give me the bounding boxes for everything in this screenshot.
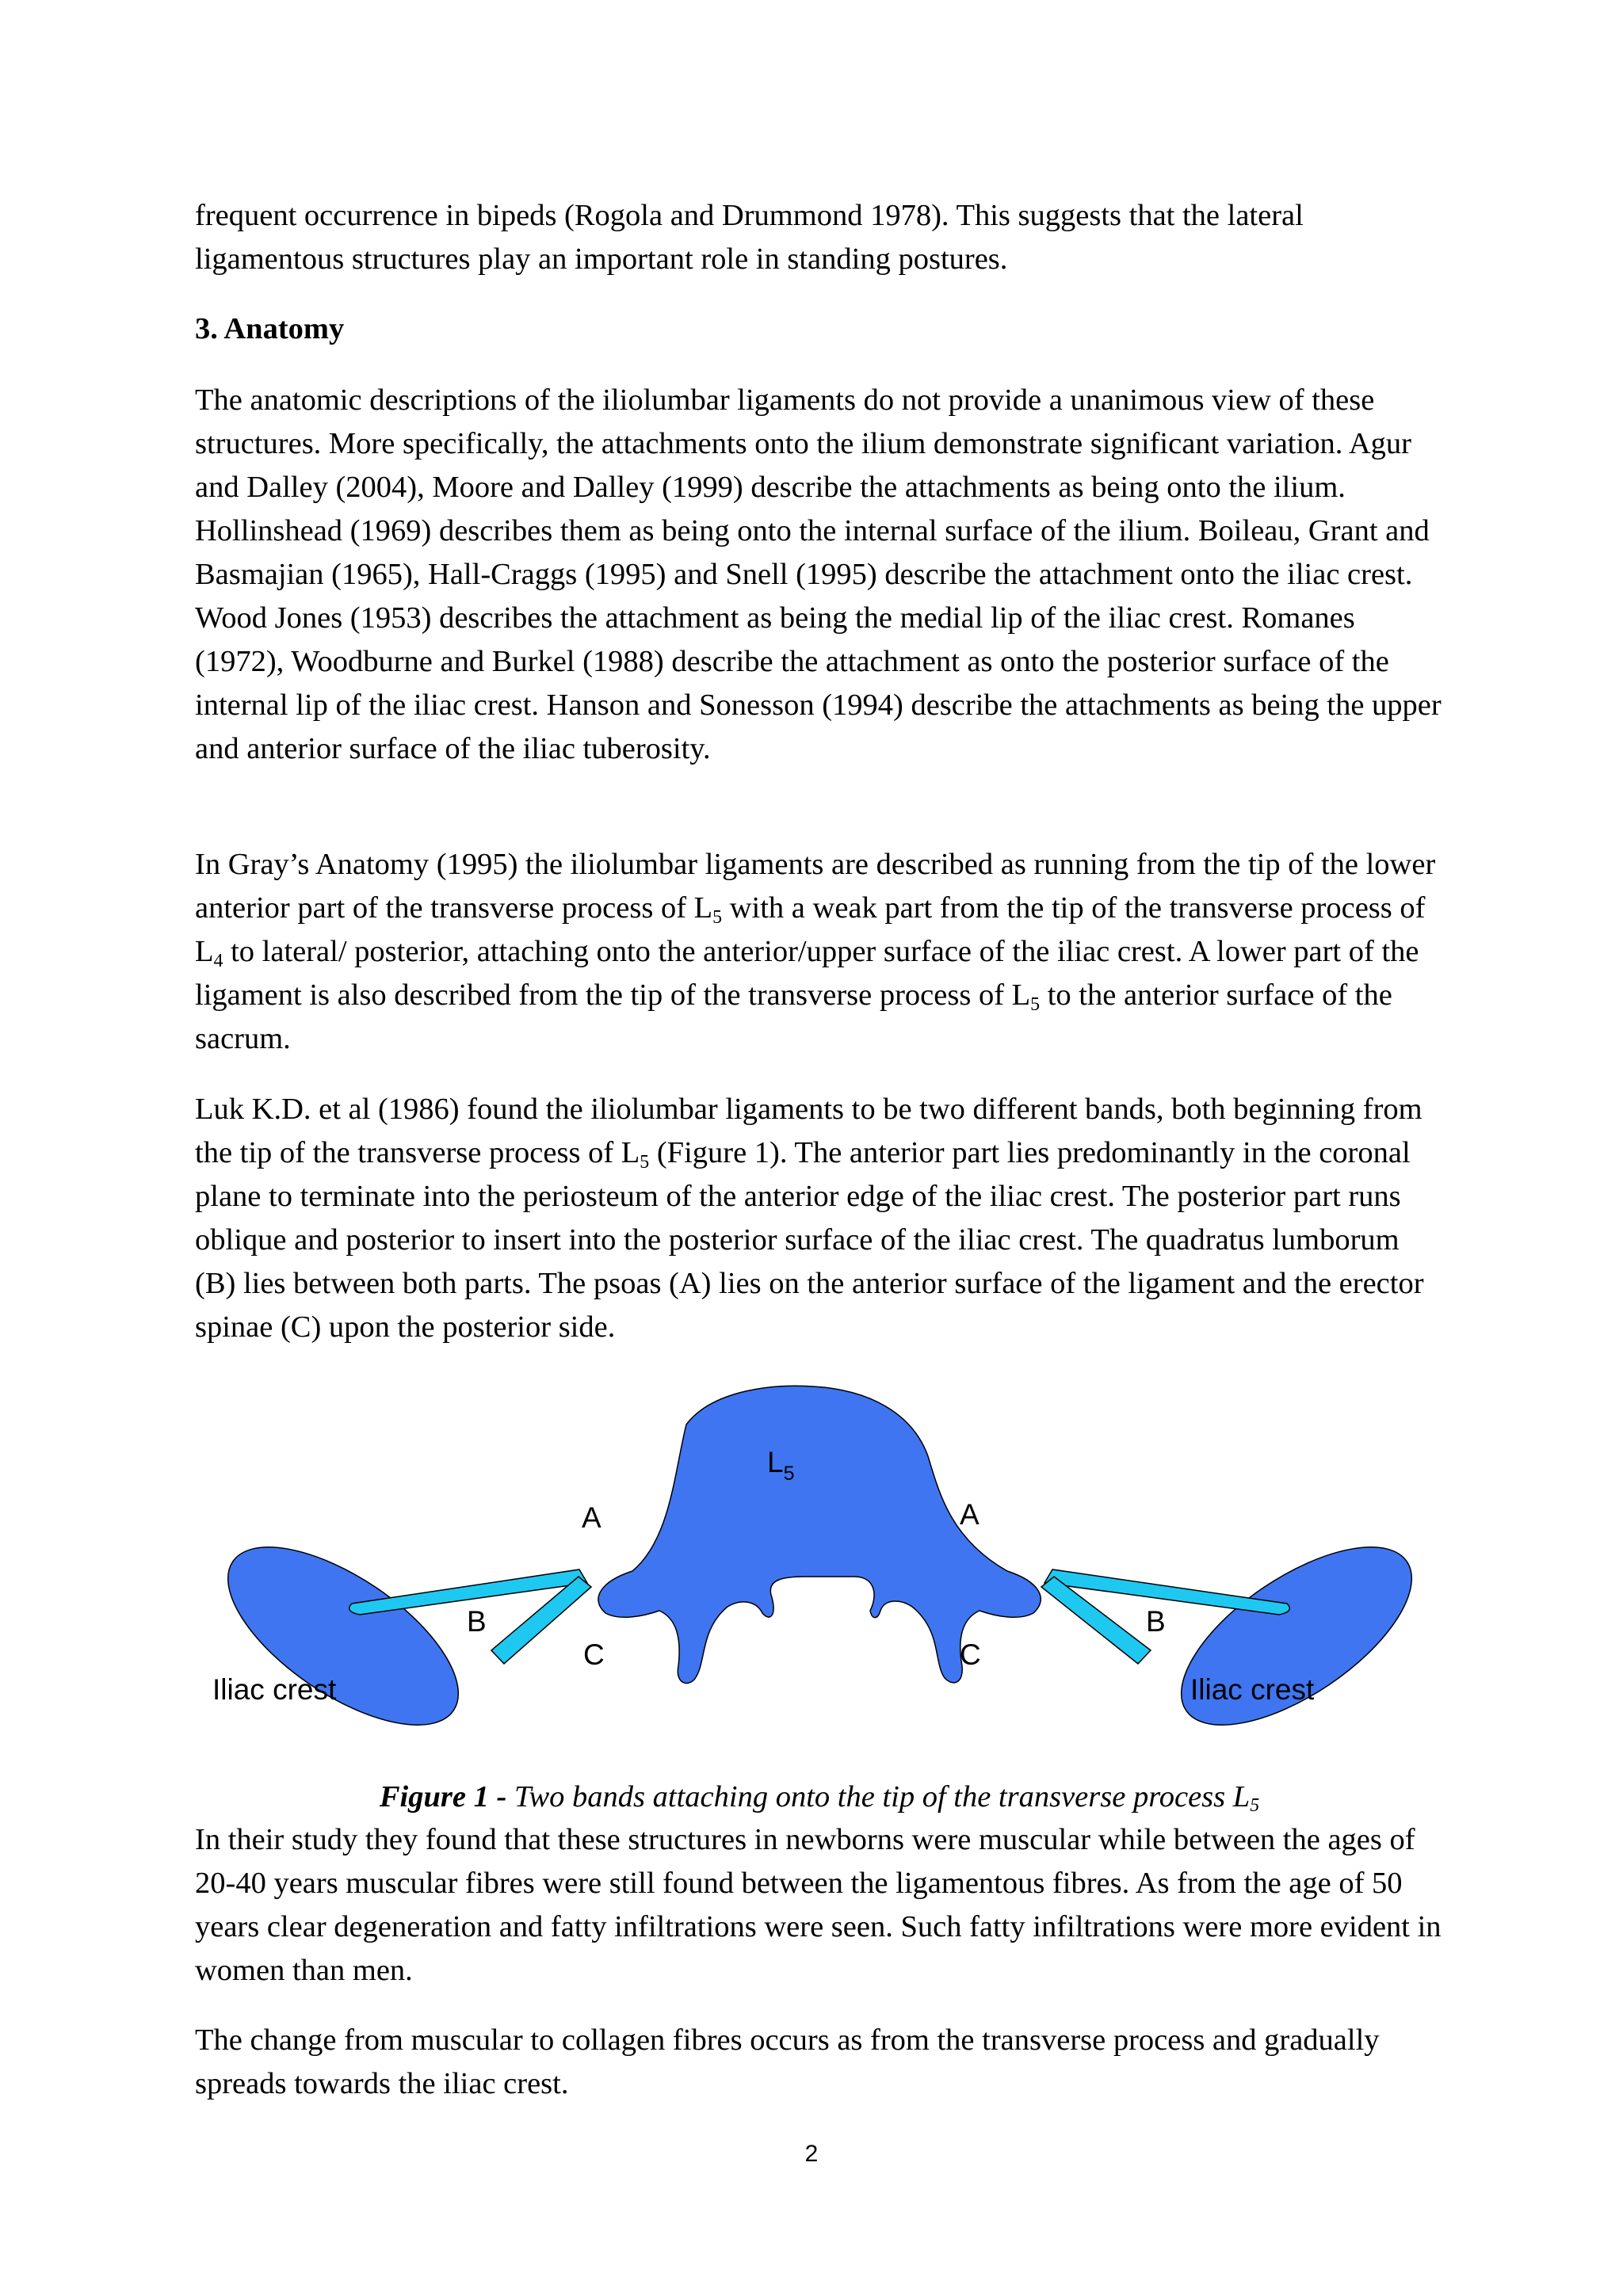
figure-caption bbox=[195, 1775, 1444, 1819]
text-run: In Gray’s Anatomy (1995) the iliolumbar ligaments are described as running from the tip of the lower anterior part of the transverse process of L bbox=[195, 848, 1436, 925]
paragraph-collagen-change: The change from muscular to collagen fibres occurs as from the transverse process and gradually spreads towards the iliac crest. bbox=[195, 2023, 1380, 2100]
paragraph-luk-study bbox=[195, 1088, 1444, 1349]
figure-iliolumbar-diagram bbox=[195, 1369, 1444, 1733]
label-a-right: A bbox=[960, 1498, 980, 1531]
section-heading-anatomy: 3. Anatomy bbox=[195, 312, 345, 345]
paragraph-grays-anatomy bbox=[195, 843, 1444, 1061]
caption-subscript: 5 bbox=[1250, 1795, 1260, 1817]
label-a-left: A bbox=[582, 1501, 601, 1534]
text-run: (Figure 1). The anterior part lies predominantly in the coronal plane to terminate into the periosteum of the anterior edge of the iliac crest. The posterior part runs oblique and posterior to insert into the posterior surface of the iliac crest. The quadratus lumborum (B) lies between both parts. The psoas (A) lies on the anterior surface of the ligament and the erector spinae (C) upon the posterior side. bbox=[195, 1136, 1424, 1344]
subscript: 4 bbox=[213, 950, 223, 971]
text-run: Luk K.D. et al (1986) found the iliolumbar ligaments to be two different bands, both beginning from the tip of the transverse process of L bbox=[195, 1093, 1423, 1169]
subscript: 5 bbox=[1030, 994, 1041, 1015]
label-b-right: B bbox=[1146, 1605, 1166, 1638]
page-number: 2 bbox=[804, 2141, 819, 2167]
paragraph-anatomic-descriptions: The anatomic descriptions of the iliolumbar ligaments do not provide a unanimous view of these structures. More specifically, the attachments onto the ilium demonstrate significant variation. Agur and Dalley (2004), Moore and Dalley (1999) describe the attachments as being onto the ilium. Hollinshead (1969) describes them as being onto the internal surface of the ilium. Boileau, Grant and Basmajian (1965), Hall-Craggs (1995) and Snell (1995) describe the attachment onto the iliac crest. Wood Jones (1953) describes the attachment as being the medial lip of the iliac crest. Romanes (1972), Woodburne and Burkel (1988) describe the attachment as onto the posterior surface of the internal lip of the iliac crest. Hanson and Sonesson (1994) describe the attachments as being the upper and anterior surface of the iliac tuberosity. bbox=[195, 383, 1442, 765]
paragraph-intro-continued: frequent occurrence in bipeds (Rogola and Drummond 1978). This suggests that the lateral ligamentous structures play an important role in standing postures. bbox=[195, 199, 1304, 276]
caption-text: Two bands attaching onto the tip of the transverse process L bbox=[506, 1779, 1251, 1814]
label-iliac-crest-right: Iliac crest bbox=[1190, 1673, 1315, 1706]
subscript: 5 bbox=[712, 906, 723, 928]
label-b-left: B bbox=[467, 1605, 487, 1638]
label-c-left: C bbox=[583, 1638, 605, 1671]
text-run: to lateral/ posterior, attaching onto the anterior/upper surface of the iliac crest. A lower part of the ligament is also described from the tip of the transverse process of L bbox=[195, 935, 1419, 1012]
vertebra-l5-label: $L_5$ bbox=[767, 1446, 795, 1485]
label-c-right: C bbox=[960, 1638, 981, 1671]
caption-label: Figure 1 - bbox=[379, 1779, 507, 1814]
paragraph-newborn-findings: In their study they found that these structures in newborns were muscular while between the ages of 20-40 years muscular fibres were still found between the ligamentous fibres. As from the age of 50 years clear degeneration and fatty infiltrations were seen. Such fatty infiltrations were more evident in women than men. bbox=[195, 1823, 1442, 1987]
iliolumbar-diagram-svg bbox=[195, 1369, 1444, 1733]
label-iliac-crest-left: Iliac crest bbox=[212, 1673, 337, 1706]
text-run: to the anterior surface of the sacrum. bbox=[195, 978, 1392, 1055]
subscript: 5 bbox=[640, 1151, 650, 1173]
text-run: with a weak part from the tip of the transverse process of L bbox=[195, 891, 1426, 968]
